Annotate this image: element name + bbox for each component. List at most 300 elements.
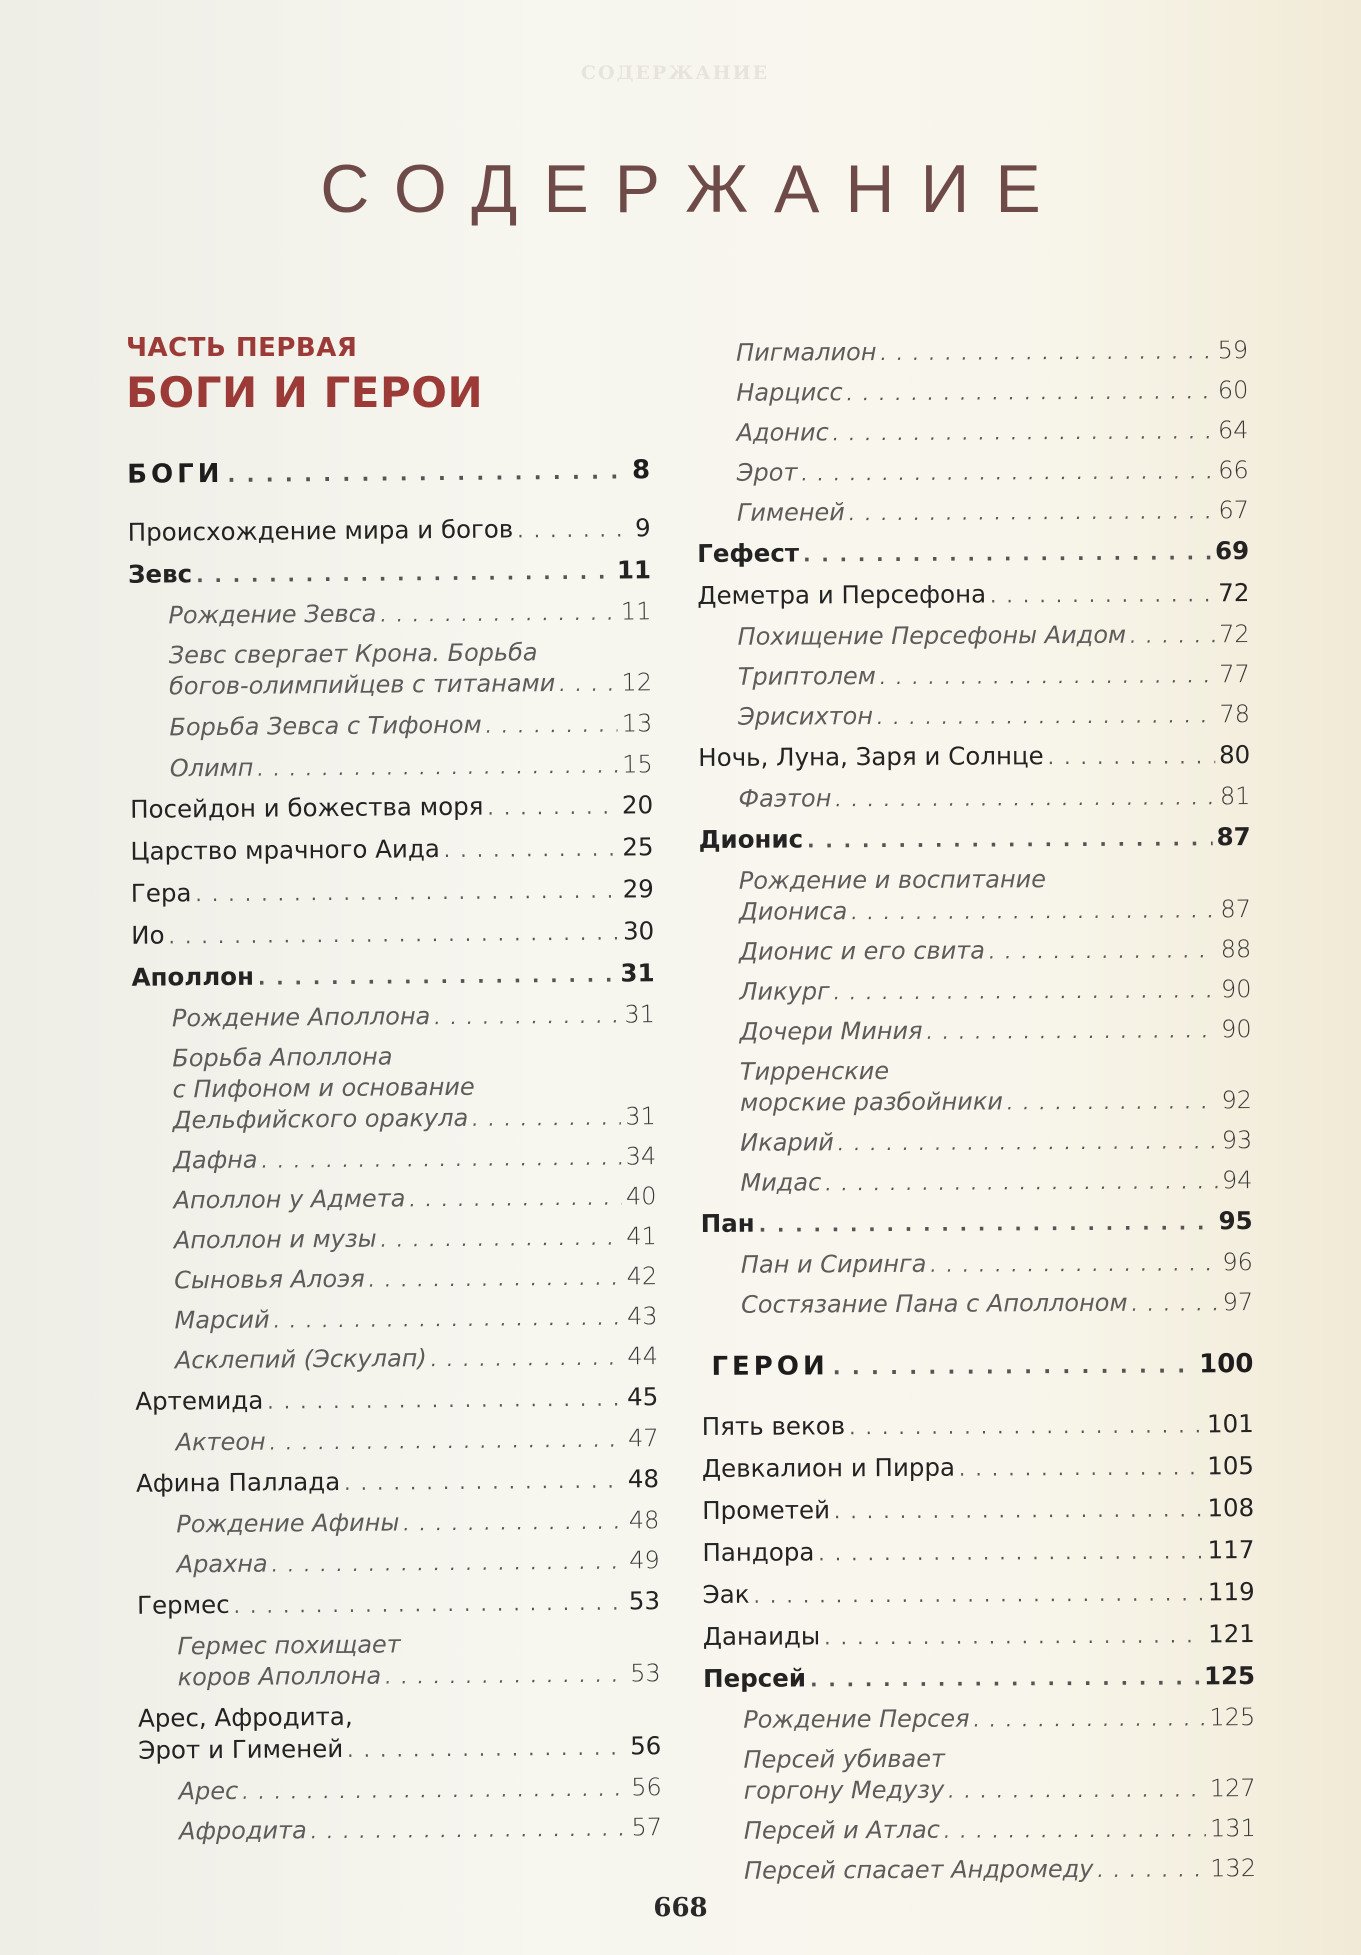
toc-entry-line — [128, 512, 651, 551]
toc-entry-title: Икарий — [740, 1128, 834, 1157]
toc-entry[interactable] — [106, 1141, 656, 1178]
toc-entry-line — [173, 1101, 656, 1137]
toc-entry-line — [130, 831, 653, 870]
toc-entry-line — [702, 1534, 1254, 1571]
dot-leader — [234, 1587, 625, 1622]
dot-leader — [403, 1506, 625, 1539]
toc-entry[interactable] — [107, 1221, 657, 1258]
dot-leader — [877, 700, 1216, 733]
dot-leader — [261, 1142, 621, 1176]
toc-page-number: 56 — [629, 1731, 662, 1761]
toc-entry[interactable] — [700, 1660, 1255, 1697]
toc-entry-title: Персей — [702, 1663, 807, 1693]
toc-entry-line — [128, 554, 651, 593]
dot-leader — [944, 1814, 1206, 1846]
toc-entry-line — [736, 335, 1248, 370]
toc-page-number: 131 — [1209, 1814, 1256, 1843]
dot-leader — [824, 1620, 1204, 1654]
toc-entry-title: Прометей — [702, 1495, 831, 1525]
toc-entry-title-line: Гермес похищает — [177, 1630, 401, 1661]
toc-entry-title-line: Рождение и воспитание — [738, 865, 1047, 895]
toc-entry[interactable] — [103, 789, 653, 828]
dot-leader — [810, 1662, 1200, 1696]
toc-entry-line — [744, 1773, 1256, 1808]
toc-entry[interactable] — [701, 1813, 1256, 1848]
toc-entry-line — [174, 1261, 657, 1297]
toc-page-number: 100 — [1199, 1349, 1254, 1380]
toc-entry-title: Эрот — [736, 458, 798, 487]
dot-leader — [344, 1465, 624, 1499]
toc-entry[interactable] — [696, 934, 1251, 969]
toc-page-number: 9 — [634, 513, 651, 543]
toc-entry-title: Актеон — [175, 1427, 266, 1457]
toc-entry-line — [739, 894, 1251, 929]
dot-leader — [444, 833, 619, 867]
toc-entry[interactable] — [107, 1261, 657, 1298]
toc-entry-title: Дельфийского оракула — [172, 1103, 469, 1135]
toc-entry-line — [739, 974, 1251, 1009]
toc-entry-title: Рождение Персея — [743, 1704, 970, 1734]
toc-entry-line — [179, 1772, 662, 1808]
toc-page-number: 119 — [1207, 1577, 1255, 1607]
dot-leader — [369, 1262, 623, 1295]
toc-entry-title: Триптолем — [737, 662, 876, 691]
toc-page-number: 105 — [1207, 1451, 1255, 1481]
toc-entry-title: Марсий — [174, 1305, 270, 1335]
toc-entry-line — [738, 619, 1250, 654]
toc-entry[interactable] — [696, 863, 1251, 929]
toc-entry[interactable] — [695, 659, 1250, 694]
toc-entry[interactable] — [697, 1054, 1252, 1120]
toc-entry-line — [168, 596, 651, 632]
toc-entry[interactable] — [109, 1423, 659, 1460]
dot-leader — [274, 1302, 624, 1336]
dot-leader — [1130, 620, 1215, 651]
page-title: СОДЕРЖАНИЕ — [320, 151, 1067, 227]
toc-entry[interactable] — [699, 1408, 1254, 1445]
toc-entry-title: Деметра и Персефона — [697, 579, 987, 610]
toc-entry-title: Пять веков — [701, 1411, 846, 1441]
dot-leader — [227, 456, 628, 489]
dot-leader — [834, 1494, 1204, 1528]
toc-entry[interactable] — [697, 1125, 1252, 1160]
toc-page-number: 108 — [1207, 1493, 1255, 1523]
toc-entry-line — [740, 1165, 1252, 1200]
toc-page-number: 8 — [631, 455, 651, 486]
toc-entry-line — [737, 495, 1249, 530]
dot-leader — [472, 1102, 621, 1134]
toc-entry[interactable] — [107, 1301, 657, 1338]
toc-entry[interactable] — [693, 375, 1248, 410]
toc-entry-line — [702, 1408, 1254, 1445]
toc-page-number: 78 — [1219, 700, 1251, 729]
toc-page-number: 72 — [1218, 620, 1250, 649]
dot-leader — [409, 1182, 622, 1215]
toc-page-number: 31 — [624, 1000, 656, 1029]
part-label: ЧАСТЬ ПЕРВАЯ — [126, 333, 358, 363]
toc-page-number: 42 — [626, 1262, 658, 1291]
toc-entry[interactable] — [700, 1618, 1255, 1655]
toc-page-number: 125 — [1203, 1661, 1256, 1691]
toc-entry-title: Посейдон и божества моря — [129, 791, 484, 824]
toc-entry[interactable] — [697, 1014, 1252, 1049]
toc-entry[interactable] — [104, 873, 654, 912]
toc-entry-line — [738, 781, 1250, 816]
dot-leader — [847, 376, 1214, 409]
dot-leader — [434, 1000, 620, 1033]
toc-page-number: 53 — [628, 1586, 661, 1616]
dot-leader — [851, 895, 1216, 928]
toc-entry[interactable] — [105, 999, 655, 1036]
dot-leader — [272, 1546, 626, 1580]
toc-entry[interactable] — [698, 1205, 1253, 1242]
toc-entry-title: Похищение Персефоны Аидом — [737, 620, 1127, 651]
toc-entry[interactable] — [699, 1492, 1254, 1529]
toc-entry-line — [738, 699, 1250, 734]
toc-page-number: 25 — [622, 832, 654, 862]
toc-entry[interactable] — [101, 512, 651, 551]
dot-leader — [1048, 741, 1216, 774]
toc-entry[interactable] — [695, 781, 1250, 816]
toc-entry-line — [172, 999, 655, 1035]
dot-leader — [835, 782, 1216, 815]
toc-section[interactable] — [100, 455, 650, 491]
toc-entry-title: Афина Паллада — [135, 1466, 341, 1498]
toc-page-number: 77 — [1219, 660, 1250, 689]
toc-entry-title: Персей и Атлас — [743, 1815, 941, 1845]
toc-entry[interactable] — [693, 335, 1248, 370]
toc-entry[interactable] — [103, 749, 653, 786]
toc-entry-title-line: Борьба Аполлона — [172, 1042, 393, 1073]
toc-entry[interactable] — [108, 1381, 658, 1420]
toc-entry[interactable] — [112, 1772, 662, 1809]
toc-entry-title: Афродита — [178, 1816, 307, 1846]
dot-leader — [926, 1015, 1217, 1048]
toc-page-number: 49 — [629, 1546, 660, 1575]
toc-entry-title: горгону Медузу — [743, 1775, 945, 1805]
toc-entry[interactable] — [694, 495, 1249, 530]
toc-entry-title: Фаэтон — [738, 784, 832, 813]
toc-page-number: 31 — [620, 958, 655, 988]
toc-page-number: 59 — [1217, 336, 1249, 365]
dot-leader — [431, 1342, 624, 1375]
toc-entry[interactable] — [695, 699, 1250, 734]
toc-entry[interactable] — [700, 1702, 1255, 1737]
toc-entry-title: Борьба Зевса с Тифоном — [169, 710, 482, 742]
dot-leader — [880, 336, 1213, 369]
toc-page-number: 96 — [1222, 1248, 1253, 1277]
toc-entry-title: Аполлон у Адмета — [173, 1184, 406, 1215]
toc-entry-title: ГЕРОИ — [711, 1351, 829, 1382]
toc-page-number: 11 — [620, 597, 652, 626]
toc-entry-title: Сыновья Алоэя — [174, 1264, 365, 1295]
toc-entry-line — [174, 1301, 657, 1337]
dot-leader — [849, 1410, 1203, 1444]
toc-page-number: 121 — [1207, 1619, 1255, 1649]
toc-page-number: 67 — [1218, 496, 1250, 525]
dot-leader — [801, 456, 1214, 489]
toc-page-number: 127 — [1209, 1774, 1256, 1803]
toc-entry[interactable] — [110, 1585, 660, 1624]
toc-section[interactable] — [698, 1349, 1253, 1383]
toc-entry[interactable] — [109, 1463, 659, 1502]
toc-entry-title: Дионис и его свита — [739, 936, 986, 966]
toc-entry[interactable] — [103, 831, 653, 870]
part-title: БОГИ И ГЕРОИ — [126, 368, 484, 417]
dot-leader — [486, 709, 618, 741]
toc-page-number: 12 — [621, 668, 653, 697]
toc-entry-line — [711, 1349, 1253, 1383]
toc-entry-line — [174, 1221, 657, 1257]
toc-entry-title: Эрот и Гименей — [138, 1733, 344, 1765]
dot-leader — [380, 1222, 622, 1255]
toc-entry[interactable] — [698, 1287, 1253, 1322]
toc-entry[interactable] — [701, 1853, 1256, 1888]
toc-entry-title: Состязание Пана с Аполлоном — [741, 1288, 1128, 1319]
toc-entry-line — [131, 873, 654, 912]
toc-page-number: 31 — [625, 1102, 656, 1131]
toc-page-number: 41 — [626, 1222, 657, 1251]
toc-entry-line — [740, 1014, 1252, 1049]
toc-entry[interactable] — [697, 1165, 1252, 1200]
dot-leader — [973, 1703, 1205, 1735]
toc-page-number: 66 — [1218, 456, 1249, 485]
toc-entry-title: богов-олимпийцев с титанами — [168, 669, 556, 701]
toc-entry[interactable] — [104, 915, 654, 954]
dot-leader — [267, 1383, 623, 1418]
toc-entry-title-line: Тирренские — [739, 1056, 890, 1086]
toc-entry-line — [173, 1181, 656, 1217]
toc-page-number: 45 — [626, 1382, 659, 1412]
toc-entry-line — [744, 1853, 1256, 1888]
toc-entry-line — [744, 1813, 1256, 1848]
toc-entry[interactable] — [101, 596, 651, 633]
toc-entry[interactable] — [698, 1247, 1253, 1282]
toc-page-number: 93 — [1221, 1126, 1253, 1155]
toc-entry[interactable] — [101, 554, 651, 593]
toc-entry-line — [703, 1618, 1255, 1655]
toc-page-number: 90 — [1220, 975, 1252, 1004]
toc-right-column — [693, 327, 1256, 1888]
toc-entry-title: Нарцисс — [736, 378, 843, 407]
toc-entry-line — [699, 821, 1251, 858]
toc-entry[interactable] — [102, 708, 652, 745]
toc-entry-line — [741, 1287, 1253, 1322]
toc-entry-line — [740, 1085, 1252, 1120]
toc-page-number: 90 — [1221, 1015, 1252, 1044]
dot-leader — [833, 1350, 1196, 1382]
toc-page-number: 48 — [628, 1506, 660, 1535]
toc-entry[interactable] — [695, 739, 1250, 776]
toc-page-number: 60 — [1217, 376, 1249, 405]
toc-entry-line — [702, 1492, 1254, 1529]
toc-entry-title: Ночь, Луна, Заря и Солнце — [698, 741, 1044, 772]
dot-leader — [195, 875, 618, 911]
toc-page-number: 69 — [1214, 536, 1250, 566]
toc-entry-title: Рождение Афины — [176, 1508, 400, 1539]
dot-leader — [753, 1578, 1203, 1612]
toc-entry[interactable] — [694, 577, 1249, 614]
toc-entry[interactable] — [694, 535, 1249, 572]
toc-page-number: 87 — [1216, 822, 1251, 852]
toc-entry-title: Арахна — [176, 1549, 268, 1579]
dot-leader — [989, 935, 1217, 967]
toc-entry[interactable] — [110, 1545, 660, 1582]
toc-page-number: 95 — [1218, 1206, 1253, 1236]
dot-leader — [1131, 1288, 1218, 1319]
toc-page-number: 117 — [1207, 1535, 1255, 1565]
dot-leader — [834, 975, 1217, 1008]
toc-entry-line — [737, 455, 1249, 490]
toc-entry-title: Рождение Аполлона — [171, 1002, 431, 1033]
toc-entry-title: Гефест — [697, 538, 800, 568]
toc-entry[interactable] — [699, 1534, 1254, 1571]
toc-entry-line — [743, 1702, 1255, 1737]
toc-entry-line — [702, 1450, 1254, 1487]
toc-entry-line — [736, 375, 1248, 410]
toc-entry-line — [169, 667, 652, 703]
toc-entry-title: Персей спасает Андромеду — [743, 1854, 1094, 1885]
toc-entry-line — [131, 915, 654, 954]
toc-entry-title: Гермес — [136, 1589, 230, 1620]
dot-leader — [168, 917, 619, 953]
toc-entry[interactable] — [696, 821, 1251, 858]
toc-page-number: 11 — [616, 555, 652, 585]
toc-entry-title: Зевс — [127, 559, 193, 589]
toc-entry[interactable] — [693, 415, 1248, 450]
dot-leader — [517, 514, 631, 547]
toc-entry-title: Пигмалион — [736, 338, 877, 367]
toc-entry[interactable] — [109, 1505, 659, 1542]
toc-entry-line — [131, 957, 654, 996]
toc-entry-title: Данаиды — [702, 1621, 821, 1651]
toc-entry-title: Арес — [178, 1776, 239, 1806]
toc-entry-title: Пандора — [702, 1537, 815, 1567]
toc-entry-title: Асклепий (Эскулап) — [174, 1344, 427, 1375]
toc-entry-title: Рождение Зевса — [168, 599, 377, 630]
toc-entry-title: Адонис — [736, 418, 829, 447]
dot-leader — [257, 750, 618, 784]
toc-page-number: 13 — [621, 709, 653, 738]
toc-entry-title: Аполлон — [131, 961, 255, 992]
toc-entry-title: Ликург — [739, 977, 830, 1006]
dot-leader — [807, 823, 1213, 857]
toc-entry-line — [179, 1812, 662, 1848]
toc-entry-line — [137, 1585, 660, 1624]
dot-leader — [242, 1773, 627, 1807]
toc-page-number: 15 — [622, 750, 653, 779]
toc-entry[interactable] — [105, 1039, 656, 1138]
dot-leader — [833, 416, 1214, 449]
dot-leader — [959, 1452, 1203, 1485]
toc-entry-line — [178, 1658, 661, 1694]
toc-entry-title: Олимп — [169, 753, 254, 783]
toc-entry-title: Гера — [130, 878, 192, 908]
toc-entry[interactable] — [106, 1181, 656, 1218]
toc-entry-title: Ио — [131, 920, 165, 950]
dot-leader — [347, 1732, 626, 1766]
toc-entry[interactable] — [112, 1812, 662, 1849]
toc-entry-line — [170, 749, 653, 785]
toc-entry-line — [176, 1505, 659, 1541]
toc-page-number: 34 — [625, 1142, 657, 1171]
toc-entry[interactable] — [700, 1742, 1255, 1808]
toc-entry-title: Пан и Сиринга — [740, 1249, 927, 1279]
toc-page-number: 48 — [627, 1464, 660, 1494]
dot-leader — [311, 1813, 628, 1847]
toc-entry-line — [736, 415, 1248, 450]
toc-entry-line — [136, 1463, 659, 1502]
toc-entry-title: Девкалион и Пирра — [701, 1452, 956, 1483]
toc-entry-line — [697, 535, 1249, 572]
toc-page-number: 44 — [627, 1342, 659, 1371]
toc-entry-line — [127, 455, 650, 491]
toc-page-number: 40 — [625, 1182, 657, 1211]
toc-entry-title: Царство мрачного Аида — [130, 834, 440, 866]
toc-page-number: 20 — [621, 790, 654, 820]
toc-entry[interactable] — [111, 1698, 662, 1769]
toc-page-number: 47 — [627, 1424, 659, 1453]
toc-entry-line — [176, 1423, 659, 1459]
toc-entry-title: Пан — [700, 1208, 755, 1238]
toc-entry-line — [698, 739, 1250, 776]
dot-leader — [1097, 1854, 1206, 1886]
toc-entry-title: Аполлон и музы — [173, 1224, 377, 1255]
running-header-bleedthrough: СОДЕРЖАНИЕ — [580, 62, 770, 84]
toc-entry[interactable] — [699, 1450, 1254, 1487]
dot-leader — [990, 579, 1214, 612]
toc-entry-line — [740, 1125, 1252, 1160]
dot-leader — [759, 1207, 1215, 1241]
toc-page-number: 29 — [622, 874, 654, 904]
toc-entry[interactable] — [694, 455, 1249, 490]
toc-entry[interactable] — [700, 1576, 1255, 1613]
toc-entry-title-line: с Пифоном и основание — [172, 1072, 475, 1104]
toc-page-number: 97 — [1222, 1288, 1254, 1317]
dot-leader — [270, 1424, 625, 1458]
toc-entry[interactable] — [102, 636, 653, 704]
toc-page-number: 88 — [1220, 935, 1252, 964]
toc-entry-title: морские разбойники — [739, 1087, 1003, 1117]
toc-entry-title: коров Аполлона — [177, 1661, 382, 1692]
toc-page-number: 57 — [631, 1813, 663, 1842]
toc-entry-line — [138, 1730, 661, 1769]
dot-leader — [487, 791, 618, 824]
toc-page-number: 56 — [631, 1773, 662, 1802]
toc-entry[interactable] — [110, 1627, 661, 1695]
toc-entry-line — [135, 1381, 658, 1420]
toc-entry-title: Эак — [702, 1579, 750, 1609]
toc-entry[interactable] — [696, 974, 1251, 1009]
page-number: 668 — [653, 1893, 708, 1923]
toc-entry-line — [130, 789, 653, 828]
dot-leader — [849, 496, 1215, 529]
dot-leader — [838, 1126, 1218, 1159]
toc-entry[interactable] — [695, 619, 1250, 654]
toc-entry-title: Диониса — [738, 897, 848, 926]
dot-leader — [1007, 1086, 1218, 1118]
toc-page-number: 81 — [1219, 782, 1251, 811]
toc-entry[interactable] — [108, 1341, 658, 1378]
dot-leader — [948, 1774, 1206, 1806]
toc-entry-title-line: Арес, Афродита, — [137, 1701, 353, 1733]
toc-entry-title: Дочери Миния — [739, 1016, 923, 1046]
dot-leader — [196, 557, 613, 593]
toc-entry-title: Происхождение мира и богов — [127, 514, 514, 547]
toc-entry[interactable] — [104, 957, 654, 996]
dot-leader — [559, 668, 617, 700]
toc-entry-line — [173, 1141, 656, 1177]
